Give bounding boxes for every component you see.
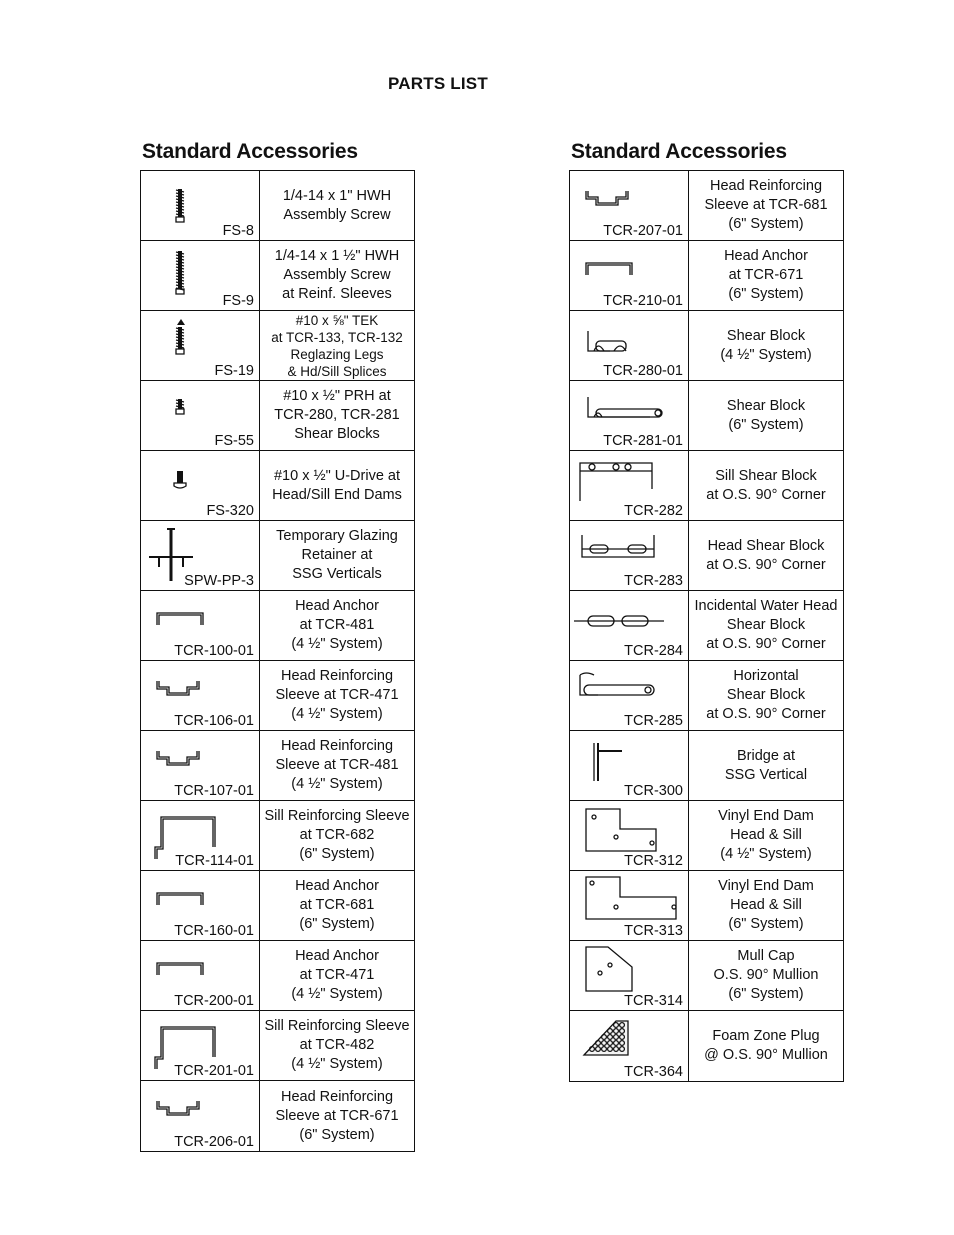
part-row-tcr-100-01 (141, 591, 414, 661)
part-description: 1/4-14 x 1 ½" HWH Assembly Screw at Reinf. Sleeves (274, 248, 400, 302)
part-code: TCR-210-01 (603, 293, 683, 309)
part-row-tcr-282 (570, 451, 843, 521)
part-description: Head Reinforcing Sleeve at TCR-471 (4 ½" System) (275, 668, 399, 722)
part-figure (570, 731, 689, 800)
part-description: Incidental Water Head Shear Block at O.S. 90° Corner (694, 598, 838, 652)
part-code: TCR-160-01 (174, 923, 254, 939)
part-figure (141, 381, 260, 450)
part-code: TCR-106-01 (174, 713, 254, 729)
part-row-tcr-207-01 (570, 171, 843, 241)
left-section-heading: Standard Accessories (142, 140, 358, 163)
part-row-fs-320 (141, 451, 414, 521)
part-figure (141, 801, 260, 870)
part-description: Bridge at SSG Vertical (724, 747, 808, 783)
part-code: TCR-313 (624, 923, 683, 939)
part-code: TCR-283 (624, 573, 683, 589)
part-description: Shear Block (4 ½" System) (720, 327, 812, 363)
part-code: TCR-201-01 (174, 1063, 254, 1079)
part-figure (141, 661, 260, 730)
part-figure (570, 871, 689, 940)
part-row-tcr-160-01 (141, 871, 414, 941)
part-row-tcr-285 (570, 661, 843, 731)
part-figure (141, 591, 260, 660)
part-row-fs-55 (141, 381, 414, 451)
part-description: Mull Cap O.S. 90° Mullion (6" System) (713, 948, 819, 1002)
part-description: Head Anchor at TCR-481 (4 ½" System) (291, 598, 383, 652)
part-code: SPW-PP-3 (184, 573, 254, 589)
part-code: TCR-284 (624, 643, 683, 659)
part-code: TCR-280-01 (603, 363, 683, 379)
part-description: #10 x ⅝" TEK at TCR-133, TCR-132 Reglazing Legs & Hd/Sill Splices (271, 312, 403, 379)
part-row-fs-9 (141, 241, 414, 311)
part-description: Horizontal Shear Block at O.S. 90° Corner (706, 668, 826, 722)
part-figure (570, 1011, 689, 1081)
part-code: TCR-200-01 (174, 993, 254, 1009)
part-figure (141, 521, 260, 590)
part-row-fs-8 (141, 171, 414, 241)
part-description: Head Anchor at TCR-681 (6" System) (295, 878, 379, 932)
part-code: FS-8 (222, 223, 254, 239)
part-code: TCR-114-01 (175, 853, 254, 869)
part-row-tcr-107-01 (141, 731, 414, 801)
part-code: TCR-314 (624, 993, 683, 1009)
part-figure (570, 381, 689, 450)
part-description: Foam Zone Plug @ O.S. 90° Mullion (704, 1028, 828, 1063)
part-row-tcr-200-01 (141, 941, 414, 1011)
part-row-tcr-312 (570, 801, 843, 871)
part-row-tcr-284 (570, 591, 843, 661)
part-code: TCR-100-01 (174, 643, 254, 659)
part-description: Vinyl End Dam Head & Sill (4 ½" System) (718, 808, 814, 862)
part-description: Head Anchor at TCR-471 (4 ½" System) (291, 948, 383, 1002)
page-title: PARTS LIST (388, 74, 488, 93)
left-parts-table (140, 170, 415, 1152)
part-figure (570, 591, 689, 660)
part-code: TCR-207-01 (603, 223, 683, 239)
part-figure (570, 241, 689, 310)
part-figure (141, 451, 260, 520)
part-description: Shear Block (6" System) (726, 397, 806, 433)
part-figure (570, 801, 689, 870)
part-row-spw-pp-3 (141, 521, 414, 591)
part-figure (141, 241, 260, 310)
part-row-tcr-300 (570, 731, 843, 801)
part-code: FS-55 (214, 433, 254, 449)
part-figure (570, 171, 689, 240)
part-code: TCR-312 (624, 853, 683, 869)
part-code: TCR-281-01 (603, 433, 683, 449)
part-code: TCR-300 (624, 783, 683, 799)
part-figure (570, 521, 689, 590)
part-description: Temporary Glazing Retainer at SSG Verticals (276, 528, 398, 582)
part-row-tcr-314 (570, 941, 843, 1011)
part-figure (570, 311, 689, 380)
right-parts-table (569, 170, 844, 1082)
part-description: Sill Shear Block at O.S. 90° Corner (706, 467, 826, 503)
part-figure (141, 871, 260, 940)
part-row-tcr-210-01 (570, 241, 843, 311)
part-description: 1/4-14 x 1" HWH Assembly Screw (282, 187, 392, 223)
part-row-tcr-283 (570, 521, 843, 591)
part-row-tcr-281-01 (570, 381, 843, 451)
part-description: Head Anchor at TCR-671 (6" System) (724, 248, 808, 302)
part-description: Sill Reinforcing Sleeve at TCR-682 (6" System) (264, 808, 410, 862)
part-description: Vinyl End Dam Head & Sill (6" System) (718, 878, 814, 932)
part-code: TCR-206-01 (174, 1134, 254, 1150)
part-description: Head Reinforcing Sleeve at TCR-681 (6" System) (704, 178, 828, 232)
part-row-tcr-280-01 (570, 311, 843, 381)
part-figure (141, 171, 260, 240)
part-figure (141, 731, 260, 800)
part-row-tcr-206-01 (141, 1081, 414, 1151)
part-figure (141, 1011, 260, 1080)
part-figure (570, 941, 689, 1010)
part-figure (570, 451, 689, 520)
part-description: #10 x ½" U-Drive at Head/Sill End Dams (272, 467, 402, 503)
part-figure (141, 1081, 260, 1151)
right-section-heading: Standard Accessories (571, 140, 787, 163)
part-code: FS-19 (214, 363, 254, 379)
part-description: Sill Reinforcing Sleeve at TCR-482 (4 ½" System) (264, 1018, 410, 1072)
part-code: FS-9 (222, 293, 254, 309)
part-figure (141, 311, 260, 380)
part-figure (141, 941, 260, 1010)
part-description: #10 x ½" PRH at TCR-280, TCR-281 Shear Blocks (274, 388, 400, 442)
part-description: Head Reinforcing Sleeve at TCR-671 (6" System) (275, 1088, 399, 1143)
part-code: TCR-364 (624, 1064, 683, 1080)
part-row-tcr-106-01 (141, 661, 414, 731)
part-description: Head Reinforcing Sleeve at TCR-481 (4 ½" System) (275, 738, 399, 792)
part-row-tcr-364 (570, 1011, 843, 1081)
part-row-fs-19 (141, 311, 414, 381)
part-row-tcr-114-01 (141, 801, 414, 871)
part-row-tcr-313 (570, 871, 843, 941)
part-figure (570, 661, 689, 730)
part-code: FS-320 (206, 503, 254, 519)
part-code: TCR-285 (624, 713, 683, 729)
part-code: TCR-107-01 (174, 783, 254, 799)
part-code: TCR-282 (624, 503, 683, 519)
part-row-tcr-201-01 (141, 1011, 414, 1081)
part-description: Head Shear Block at O.S. 90° Corner (706, 537, 826, 573)
